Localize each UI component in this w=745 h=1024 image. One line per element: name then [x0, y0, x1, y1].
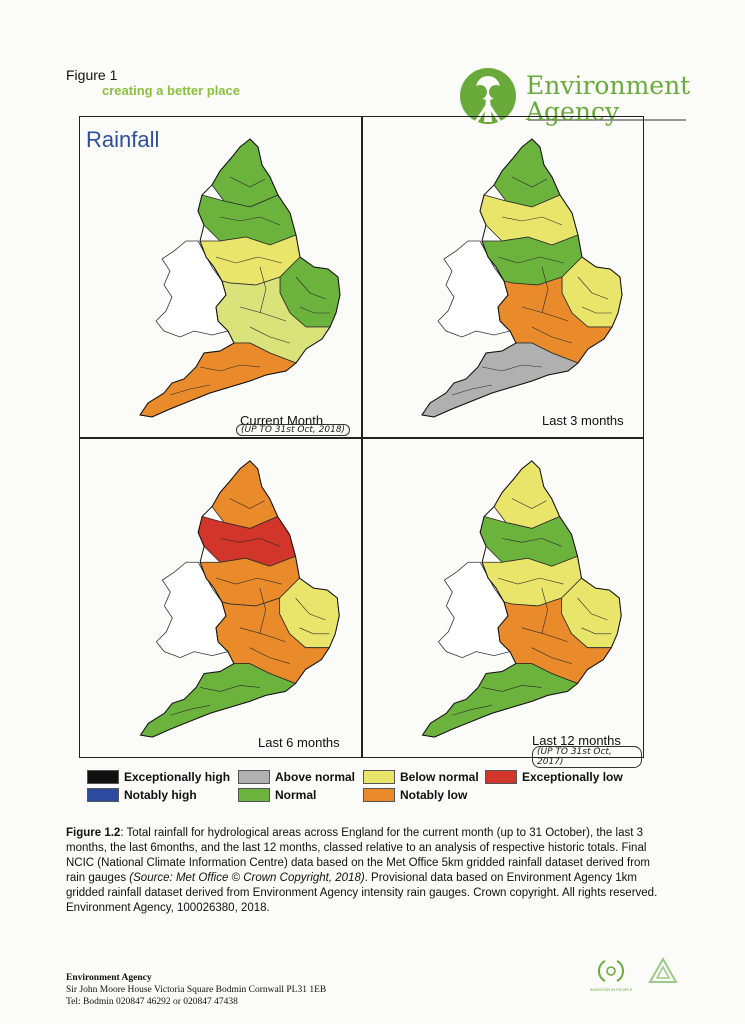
footer-tel: Tel: Bodmin 020847 46292 or 020847 47438	[66, 997, 238, 1007]
legend-swatch	[87, 770, 119, 784]
legend-exceptionally-low	[485, 770, 623, 784]
footer-address: Sir John Moore House Victoria Square Bodmin Cornwall PL31 1EB	[66, 985, 327, 995]
grid-divider-horizontal	[80, 437, 643, 439]
legend-swatch	[363, 770, 395, 784]
caption-lead: Figure 1.2	[66, 827, 121, 839]
legend-label: Exceptionally low	[522, 770, 623, 784]
panel-label: Last 12 months	[532, 733, 621, 748]
map-legend	[87, 768, 647, 808]
map-title: Rainfall	[86, 127, 160, 152]
handwritten-note: (UP TO 31st Oct, 2017)	[532, 746, 642, 768]
caption-text-2: . Provisional data based on Environment Agency 1km gridded rainfall dataset derived from Environment Agency intensity rain gauges. Crown copyright. All rights reserved. Environment Agency, 100026380, 2018.	[66, 872, 658, 914]
legend-below-normal	[363, 770, 479, 784]
recycle-icon	[645, 956, 681, 988]
legend-label: Notably low	[400, 788, 468, 802]
map-region	[422, 343, 578, 417]
legend-exceptionally-high	[87, 770, 230, 784]
figure-caption	[66, 826, 666, 916]
map-panel-current-month	[80, 117, 360, 437]
panel-label: Last 3 months	[542, 413, 624, 428]
map-region	[494, 461, 560, 529]
map-region	[140, 343, 296, 417]
legend-notably-high	[87, 788, 197, 802]
legend-label: Normal	[275, 788, 317, 802]
investor-in-people-icon	[583, 955, 639, 995]
legend-swatch	[238, 770, 270, 784]
footer	[66, 972, 326, 1008]
tagline: creating a better place	[102, 83, 240, 98]
legend-swatch	[363, 788, 395, 802]
map-panel-last-12-months	[362, 439, 642, 767]
map-region	[212, 139, 278, 207]
england-map	[423, 461, 622, 737]
map-panel-last-6-months	[80, 439, 360, 759]
logo-text-line2: Agency	[526, 97, 620, 126]
england-map	[141, 461, 340, 737]
legend-swatch	[87, 788, 119, 802]
panel-label: Current Month	[240, 413, 324, 428]
legend-label: Notably high	[124, 788, 197, 802]
logo-text-line1: Environment	[526, 71, 691, 100]
england-map	[140, 139, 340, 417]
figure-label: Figure 1	[66, 67, 118, 83]
legend-swatch	[238, 788, 270, 802]
legend-label: Exceptionally high	[124, 770, 231, 784]
map-region	[423, 664, 578, 738]
legend-notably-low	[363, 788, 467, 802]
map-region	[141, 664, 296, 738]
handwritten-note: (UP TO 31st Oct, 2018)	[236, 424, 350, 436]
rainfall-map-grid	[79, 116, 644, 767]
legend-normal	[238, 788, 316, 802]
map-region	[212, 461, 278, 529]
legend-swatch	[485, 770, 517, 784]
legend-label: Above normal	[275, 770, 356, 784]
england-map	[422, 139, 622, 417]
map-panel-last-3-months	[362, 117, 642, 437]
caption-source: (Source: Met Office © Crown Copyright, 2018)	[129, 872, 365, 884]
iip-text: INVESTOR IN PEOPLE	[589, 987, 633, 992]
caption-text-1: : Total rainfall for hydrological areas across England for the current month (up to 31 October), the last 3 months, the last 6months, and the last 12 months, classed relative to an analysis of respective historic totals. Final NCIC (National Climate Information Centre) data based on the Met Office 5km gridded rainfall dataset derived from rain gauges	[66, 827, 651, 884]
legend-above-normal	[238, 770, 355, 784]
legend-label: Below normal	[400, 770, 479, 784]
panel-label: Last 6 months	[258, 735, 340, 750]
footer-org: Environment Agency	[66, 973, 152, 983]
map-region	[494, 139, 560, 207]
